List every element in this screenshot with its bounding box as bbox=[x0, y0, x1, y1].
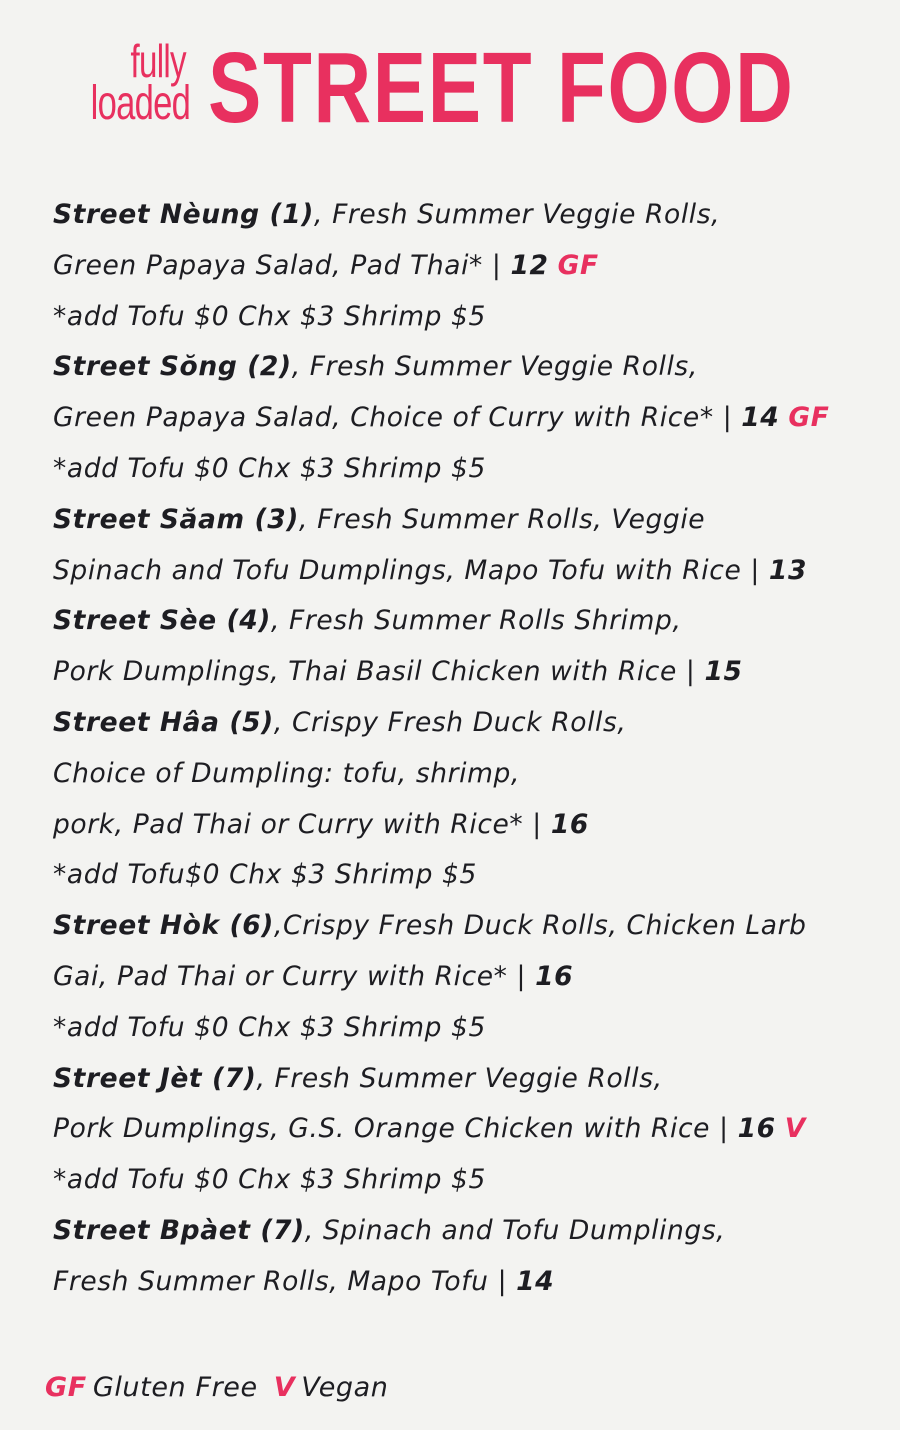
addon-line: *add Tofu$0 Chx $3 Shrimp $5 bbox=[53, 859, 477, 891]
item-name: Street Sèe (4) bbox=[53, 605, 271, 637]
item-description: Green Papaya Salad, Pad Thai* | bbox=[53, 249, 511, 281]
item-description: pork, Pad Thai or Curry with Rice* | bbox=[53, 808, 551, 840]
menu-item-line: Choice of Dumpling: tofu, shrimp, bbox=[53, 757, 520, 789]
menu-item-line bbox=[53, 393, 893, 444]
menu-item-line bbox=[53, 647, 893, 698]
menu-list bbox=[53, 190, 893, 1308]
addon-line: *add Tofu $0 Chx $3 Shrimp $5 bbox=[53, 1011, 486, 1043]
legend-v-tag: V bbox=[273, 1372, 296, 1403]
item-description: ,Crispy Fresh Duck Rolls, Chicken Larb bbox=[273, 910, 807, 942]
menu-item-line bbox=[53, 952, 893, 1003]
tagline-line1: fully bbox=[130, 35, 186, 87]
diet-tag: V bbox=[784, 1113, 806, 1145]
item-name: Street Bpàet (7) bbox=[53, 1214, 305, 1246]
item-price: 16 bbox=[535, 960, 574, 992]
menu-item-line bbox=[53, 800, 893, 851]
item-name: Street Hâa (5) bbox=[53, 706, 274, 738]
item-description: , Fresh Summer Rolls Shrimp, bbox=[270, 605, 682, 637]
item-description: Fresh Summer Rolls, Mapo Tofu | bbox=[53, 1265, 517, 1297]
addon-line: *add Tofu $0 Chx $3 Shrimp $5 bbox=[53, 1164, 486, 1196]
item-name: Street Sŏng (2) bbox=[53, 351, 292, 383]
item-description: , Crispy Fresh Duck Rolls, bbox=[273, 706, 627, 738]
item-price: 13 bbox=[768, 554, 807, 586]
diet-tag: GF bbox=[557, 249, 599, 281]
item-description: Pork Dumplings, G.S. Orange Chicken with Rice | bbox=[53, 1113, 738, 1145]
item-price: 14 bbox=[741, 402, 780, 434]
item-description: , Fresh Summer Veggie Rolls, bbox=[291, 351, 698, 383]
menu-item-line bbox=[53, 1206, 893, 1257]
item-name: Street Nèung (1) bbox=[53, 199, 315, 230]
diet-legend bbox=[45, 1366, 389, 1410]
item-description: Gai, Pad Thai or Curry with Rice* | bbox=[53, 960, 536, 992]
item-description: Spinach and Tofu Dumplings, Mapo Tofu with Rice | bbox=[53, 554, 769, 586]
menu-header bbox=[55, 32, 855, 144]
menu-item-line bbox=[53, 546, 893, 597]
menu-item-line bbox=[53, 596, 893, 647]
item-price: 12 bbox=[510, 249, 549, 281]
menu-item-line bbox=[53, 901, 893, 952]
item-description: , Spinach and Tofu Dumplings, bbox=[304, 1214, 726, 1246]
menu-item-line bbox=[53, 1104, 893, 1155]
menu-item-line bbox=[53, 1257, 893, 1308]
item-price: 16 bbox=[550, 808, 589, 840]
addon-line: *add Tofu $0 Chx $3 Shrimp $5 bbox=[53, 300, 486, 332]
tagline-line2: loaded bbox=[90, 77, 190, 130]
menu-item-line bbox=[53, 1054, 893, 1105]
item-name: Street Hòk (6) bbox=[53, 910, 274, 942]
item-price: 14 bbox=[516, 1265, 555, 1297]
item-name: Street Jèt (7) bbox=[53, 1062, 257, 1094]
item-description: Green Papaya Salad, Choice of Curry with Rice* | bbox=[53, 402, 742, 434]
legend-gf-tag: GF bbox=[45, 1372, 87, 1403]
menu-item-line bbox=[53, 190, 893, 241]
addon-line: *add Tofu $0 Chx $3 Shrimp $5 bbox=[53, 452, 486, 484]
legend-v-label: Vegan bbox=[301, 1372, 389, 1403]
item-price: 15 bbox=[704, 656, 743, 688]
page-title: STREET FOOD bbox=[208, 32, 795, 144]
item-description: , Fresh Summer Rolls, Veggie bbox=[299, 503, 706, 535]
item-name: Street Săam (3) bbox=[53, 503, 300, 535]
menu-item-line bbox=[53, 698, 893, 749]
item-description: , Fresh Summer Veggie Rolls, bbox=[314, 199, 721, 230]
menu-item-line bbox=[53, 495, 893, 546]
item-description: , Fresh Summer Veggie Rolls, bbox=[256, 1062, 663, 1094]
item-price: 16 bbox=[737, 1113, 776, 1145]
legend-gf-label: Gluten Free bbox=[92, 1372, 258, 1403]
menu-item-line bbox=[53, 241, 893, 292]
diet-tag: GF bbox=[788, 402, 830, 434]
tagline-logo bbox=[55, 35, 190, 138]
menu-item-line bbox=[53, 342, 893, 393]
item-description: Pork Dumplings, Thai Basil Chicken with Rice | bbox=[53, 656, 705, 688]
